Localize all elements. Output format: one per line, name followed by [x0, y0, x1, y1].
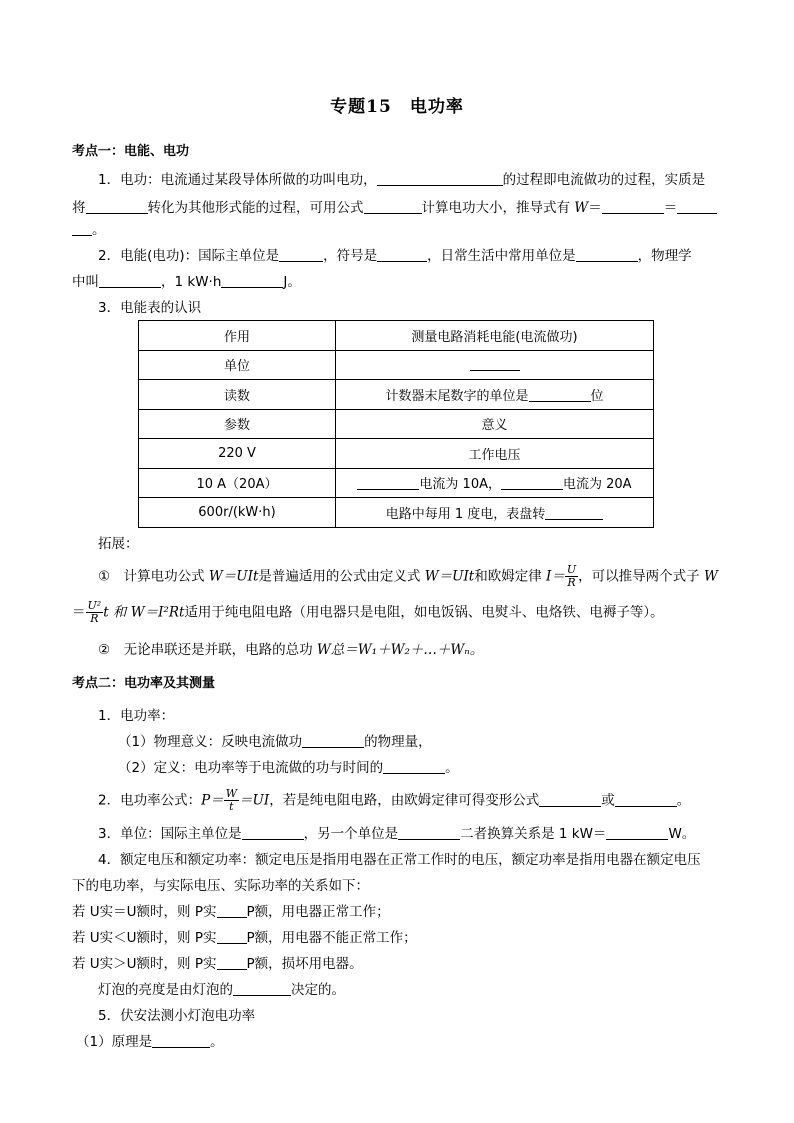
- table-cell-label: [139, 321, 336, 351]
- blank: [86, 199, 148, 214]
- s2-item-2: [98, 788, 750, 813]
- blank: [606, 825, 668, 840]
- formula: W＝I²Rt: [130, 604, 185, 621]
- s2-item-5-heading: 5．伏安法测小灯泡电功率: [98, 1008, 256, 1024]
- text: 转化为其他形式能的过程，可用公式: [147, 200, 364, 216]
- section-heading-1: 考点一：电能、电功: [72, 144, 190, 159]
- text: 灯泡的亮度是由灯泡的: [98, 982, 233, 998]
- blank: [242, 825, 304, 840]
- ext-line-3: [98, 640, 750, 660]
- table-row: [139, 439, 654, 469]
- table-row: [139, 468, 654, 498]
- text: 3．单位：国际主单位是: [98, 826, 242, 842]
- table-cell-label: [139, 380, 336, 410]
- blank: [539, 792, 601, 807]
- text: 。: [676, 792, 691, 809]
- denominator: R: [567, 576, 576, 589]
- text: ＝: [663, 200, 678, 216]
- text: ，另一个单位是: [303, 826, 399, 842]
- formula: t 和: [103, 604, 127, 621]
- cell-text: 意义: [481, 418, 508, 434]
- ext-heading: 拓展：: [98, 536, 139, 552]
- table-cell-value: [336, 409, 654, 439]
- formula: W总＝W₁＋W₂＋…＋Wₙ。: [316, 642, 484, 658]
- text: 适用于纯电阻电路（用电器只是电阻，如电饭锅、电熨斗、电烙铁、电褥子等）。: [184, 604, 664, 621]
- text: （1）原理是: [76, 1034, 153, 1050]
- blank: [152, 1033, 210, 1048]
- formula: P＝: [201, 792, 224, 809]
- blank: [383, 759, 445, 774]
- formula: ＝UI: [239, 792, 270, 809]
- text: ① 计算电功公式: [98, 568, 205, 585]
- table-row: [139, 321, 654, 351]
- cell-text: 10 A（20A）: [196, 477, 278, 493]
- blank: [233, 981, 291, 996]
- cell-text: 读数: [223, 388, 250, 404]
- denominator: R: [90, 612, 99, 625]
- s2-item-4-lamp: [98, 980, 750, 1000]
- text: ，日常生活中常用单位是: [427, 248, 576, 264]
- blank: [529, 387, 591, 402]
- formula: W: [574, 200, 589, 216]
- cell-text: 作用: [223, 329, 250, 345]
- blank: [545, 505, 603, 520]
- formula: W: [703, 568, 718, 585]
- table-cell-label: [139, 468, 336, 498]
- table-row: [139, 498, 654, 528]
- cell-text: 220 V: [218, 445, 256, 461]
- s2-item-4-rule-3: [72, 954, 724, 974]
- text: 计算电功大小，推导式有: [421, 200, 570, 216]
- s2-item-3: [98, 824, 750, 844]
- table-cell-value: [336, 321, 654, 351]
- blank: [72, 221, 92, 236]
- blank: [364, 199, 422, 214]
- table-cell-label: [139, 409, 336, 439]
- text: 2．电能(电功)：国际主单位是: [98, 248, 280, 264]
- cell-text: 计数器末尾数字的单位是: [385, 388, 529, 404]
- s2-item-4-line-2: 下的电功率，与实际电压、实际功率的关系如下：: [72, 878, 369, 894]
- fraction: [86, 600, 104, 625]
- meter-table: [138, 320, 654, 528]
- text: 的物理量，: [364, 734, 432, 750]
- text: 中叫: [72, 274, 99, 290]
- table-row: [139, 350, 654, 380]
- text: 2．电功率公式：: [98, 792, 202, 809]
- section-heading-2: 考点二：电功率及其测量: [72, 676, 216, 691]
- cell-text: 位: [590, 388, 604, 404]
- text: ＝: [588, 200, 602, 216]
- blank: [377, 171, 503, 186]
- s2-item-1-sub-1: [118, 732, 770, 752]
- text: 若 U实＞U额时，则 P实: [72, 956, 217, 972]
- text: 或: [601, 792, 615, 809]
- text: 二者换算关系是 1 kW＝: [460, 826, 607, 842]
- table-cell-value: [336, 468, 654, 498]
- text: 的过程即电流做功的过程，实质是: [502, 172, 706, 188]
- cell-text: 工作电压: [468, 447, 521, 463]
- text: 将: [72, 200, 86, 216]
- table-cell-value: [336, 498, 654, 528]
- s2-item-1-heading: 1．电功率：: [98, 708, 175, 724]
- formula: W＝UIt: [424, 568, 475, 585]
- text: P额，用电器正常工作；: [246, 904, 390, 920]
- table-cell-label: [139, 350, 336, 380]
- text: ，1 kW·h: [161, 274, 222, 290]
- text: ，符号是: [323, 248, 378, 264]
- blank: [217, 929, 247, 944]
- blank: [501, 475, 563, 490]
- table-cell-label: [139, 439, 336, 469]
- formula: I＝: [546, 568, 565, 585]
- table-cell-value: [336, 350, 654, 380]
- cell-text: 600r/(kW·h): [198, 504, 276, 520]
- text: 和欧姆定律: [474, 568, 542, 585]
- blank: [602, 199, 664, 214]
- table-row: [139, 380, 654, 410]
- text: 若 U实＜U额时，则 P实: [72, 930, 217, 946]
- blank: [615, 792, 677, 807]
- text: 若 U实＝U额时，则 P实: [72, 904, 217, 920]
- blank: [217, 903, 247, 918]
- text: ，若是纯电阻电路，由欧姆定律可得变形公式: [269, 792, 540, 809]
- blank: [576, 247, 638, 262]
- item-1-line-3: [72, 220, 724, 240]
- cell-text: 测量电路消耗电能(电流做功): [411, 329, 578, 345]
- item-3-heading: 3．电能表的认识: [98, 300, 202, 316]
- cell-text: 电流为 10A，: [419, 477, 501, 493]
- text: P额，损坏用电器。: [246, 956, 363, 972]
- text: 。: [445, 760, 459, 776]
- text: ＝: [72, 604, 86, 621]
- text: ，物理学: [637, 248, 692, 264]
- s2-item-5-sub-1: [76, 1032, 728, 1052]
- item-1-line-1: [98, 170, 750, 190]
- table-cell-value: [336, 380, 654, 410]
- denominator: t: [229, 800, 234, 813]
- item-1-line-2: [72, 198, 724, 218]
- blank: [398, 825, 460, 840]
- text: ，可以推导两个式子: [578, 568, 700, 585]
- fraction: [224, 788, 239, 813]
- text: （2）定义：电功率等于电流做的功与时间的: [118, 760, 384, 776]
- text: 。: [92, 222, 106, 238]
- s2-item-1-sub-2: [118, 758, 770, 778]
- text: 决定的。: [291, 982, 345, 998]
- ext-line-1: [98, 564, 750, 589]
- table-cell-value: [336, 439, 654, 469]
- blank: [217, 955, 247, 970]
- cell-text: 单位: [223, 359, 250, 375]
- blank: [470, 356, 520, 371]
- numerator: W: [225, 787, 237, 800]
- fraction: [565, 564, 578, 589]
- text: J。: [283, 274, 301, 290]
- blank: [221, 273, 283, 288]
- table-cell-label: [139, 498, 336, 528]
- text: ② 无论串联还是并联，电路的总功: [98, 642, 313, 658]
- blank: [99, 273, 161, 288]
- text: 1．电功：电流通过某段导体所做的功叫电功，: [98, 172, 377, 188]
- text: 是普遍适用的公式由定义式: [258, 568, 421, 585]
- cell-text: 电流为 20A: [563, 477, 632, 493]
- cell-text: 参数: [223, 418, 250, 434]
- blank: [677, 199, 717, 214]
- text: （1）物理意义：反映电流做功: [118, 734, 303, 750]
- text: W。: [668, 826, 696, 842]
- s2-item-4-rule-2: [72, 928, 724, 948]
- s2-item-4-rule-1: [72, 902, 724, 922]
- ext-line-2: [72, 600, 724, 625]
- numerator: U: [566, 563, 577, 576]
- item-2-line-1: [98, 246, 750, 266]
- blank: [377, 247, 427, 262]
- formula: W＝UIt: [208, 568, 259, 585]
- blank: [279, 247, 323, 262]
- cell-text: 电路中每用 1 度电，表盘转: [385, 506, 546, 522]
- page-title: 专题15 电功率: [330, 97, 464, 117]
- text: P额，用电器不能正常工作；: [246, 930, 417, 946]
- numerator: U²: [87, 599, 102, 612]
- table-row: [139, 409, 654, 439]
- item-2-line-2: [72, 272, 724, 292]
- blank: [302, 733, 364, 748]
- blank: [357, 475, 419, 490]
- s2-item-4-line-1: 4．额定电压和额定功率：额定电压是指用电器在正常工作时的电压，额定功率是指用电器在额定电压: [98, 852, 701, 868]
- text: 。: [210, 1034, 224, 1050]
